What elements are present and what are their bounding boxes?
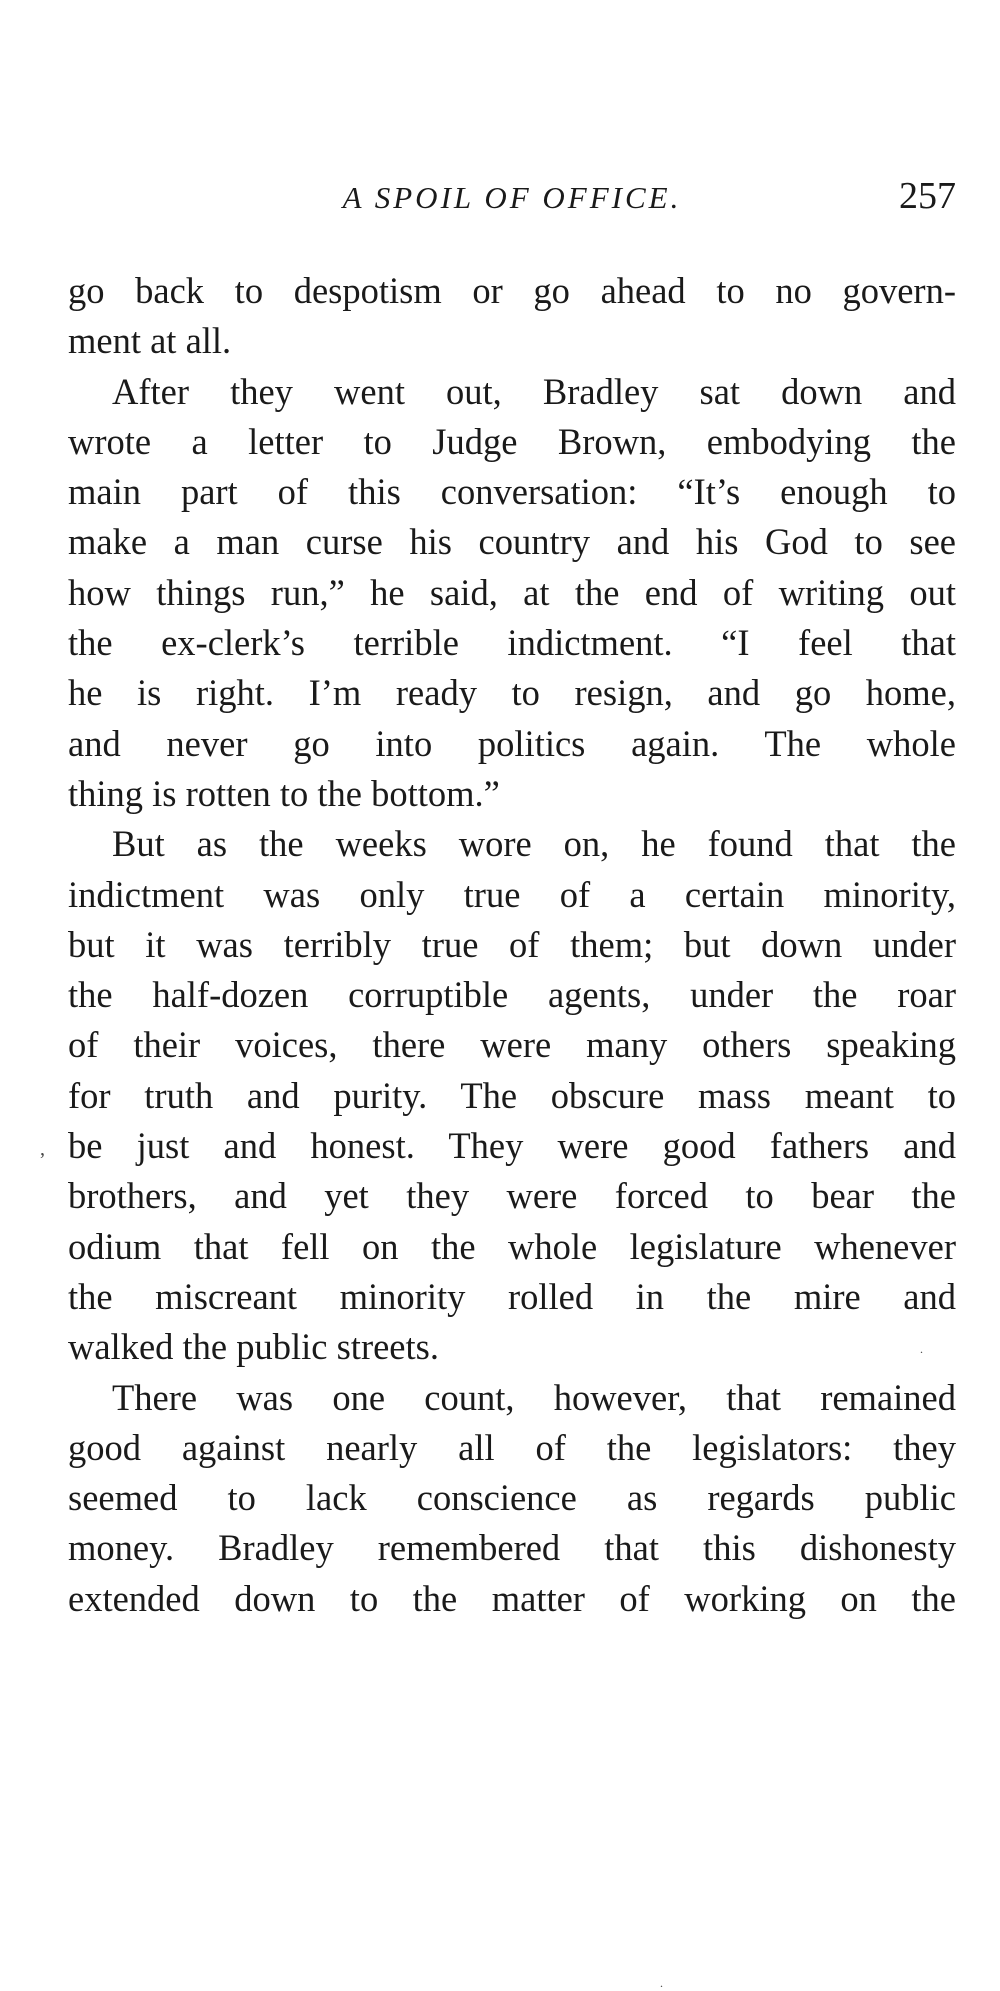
text-line: the ex-clerk’s terrible indictment. “I feel that [68,622,956,664]
text-line: he is right. I’m ready to resign, and go home, [68,672,956,714]
running-title: A SPOIL OF OFFICE. [342,180,682,215]
text-line: and never go into politics again. The whole [68,722,956,764]
text-line: ment at all. [68,320,232,362]
text-line: seemed to lack conscience as regards public [68,1477,956,1519]
text-line: But as the weeks wore on, he found that the [112,823,956,865]
text-line: thing is rotten to the bottom.” [68,772,500,814]
text-line: odium that fell on the whole legislature whenever [68,1225,956,1267]
running-head [68,174,956,224]
text-line: go back to despotism or go ahead to no govern- [68,270,956,311]
text-line: indictment was only true of a certain minority, [68,873,956,915]
text-line: good against nearly all of the legislators: they [68,1426,956,1468]
text-line: but it was terribly true of them; but down under [68,923,956,965]
text-line: walked the public streets. [68,1326,439,1368]
text-line: extended down to the matter of working on the [68,1577,956,1619]
page-number: 257 [899,175,956,217]
text-line: wrote a letter to Judge Brown, embodying the [68,420,956,462]
body-text [68,266,956,1624]
text-line: brothers, and yet they were forced to bear the [68,1175,956,1217]
text-line: money. Bradley remembered that this dishonesty [68,1527,956,1569]
margin-mark: , [40,1138,45,1160]
margin-mark: . [920,1342,923,1356]
text-line: be just and honest. They were good fathers and [68,1125,956,1167]
text-line: the miscreant minority rolled in the mire and [68,1275,956,1317]
text-line: main part of this conversation: “It’s enough to [68,471,956,513]
text-line: how things run,” he said, at the end of writing out [68,571,956,613]
text-line: make a man curse his country and his God to see [68,521,956,563]
margin-mark: . [660,1976,663,1990]
text-line: After they went out, Bradley sat down and [112,370,956,412]
text-line: for truth and purity. The obscure mass meant to [68,1074,956,1116]
text-line: There was one count, however, that remained [112,1376,956,1418]
text-line: the half-dozen corruptible agents, under the roar [68,974,956,1016]
text-line: of their voices, there were many others speaking [68,1024,956,1066]
